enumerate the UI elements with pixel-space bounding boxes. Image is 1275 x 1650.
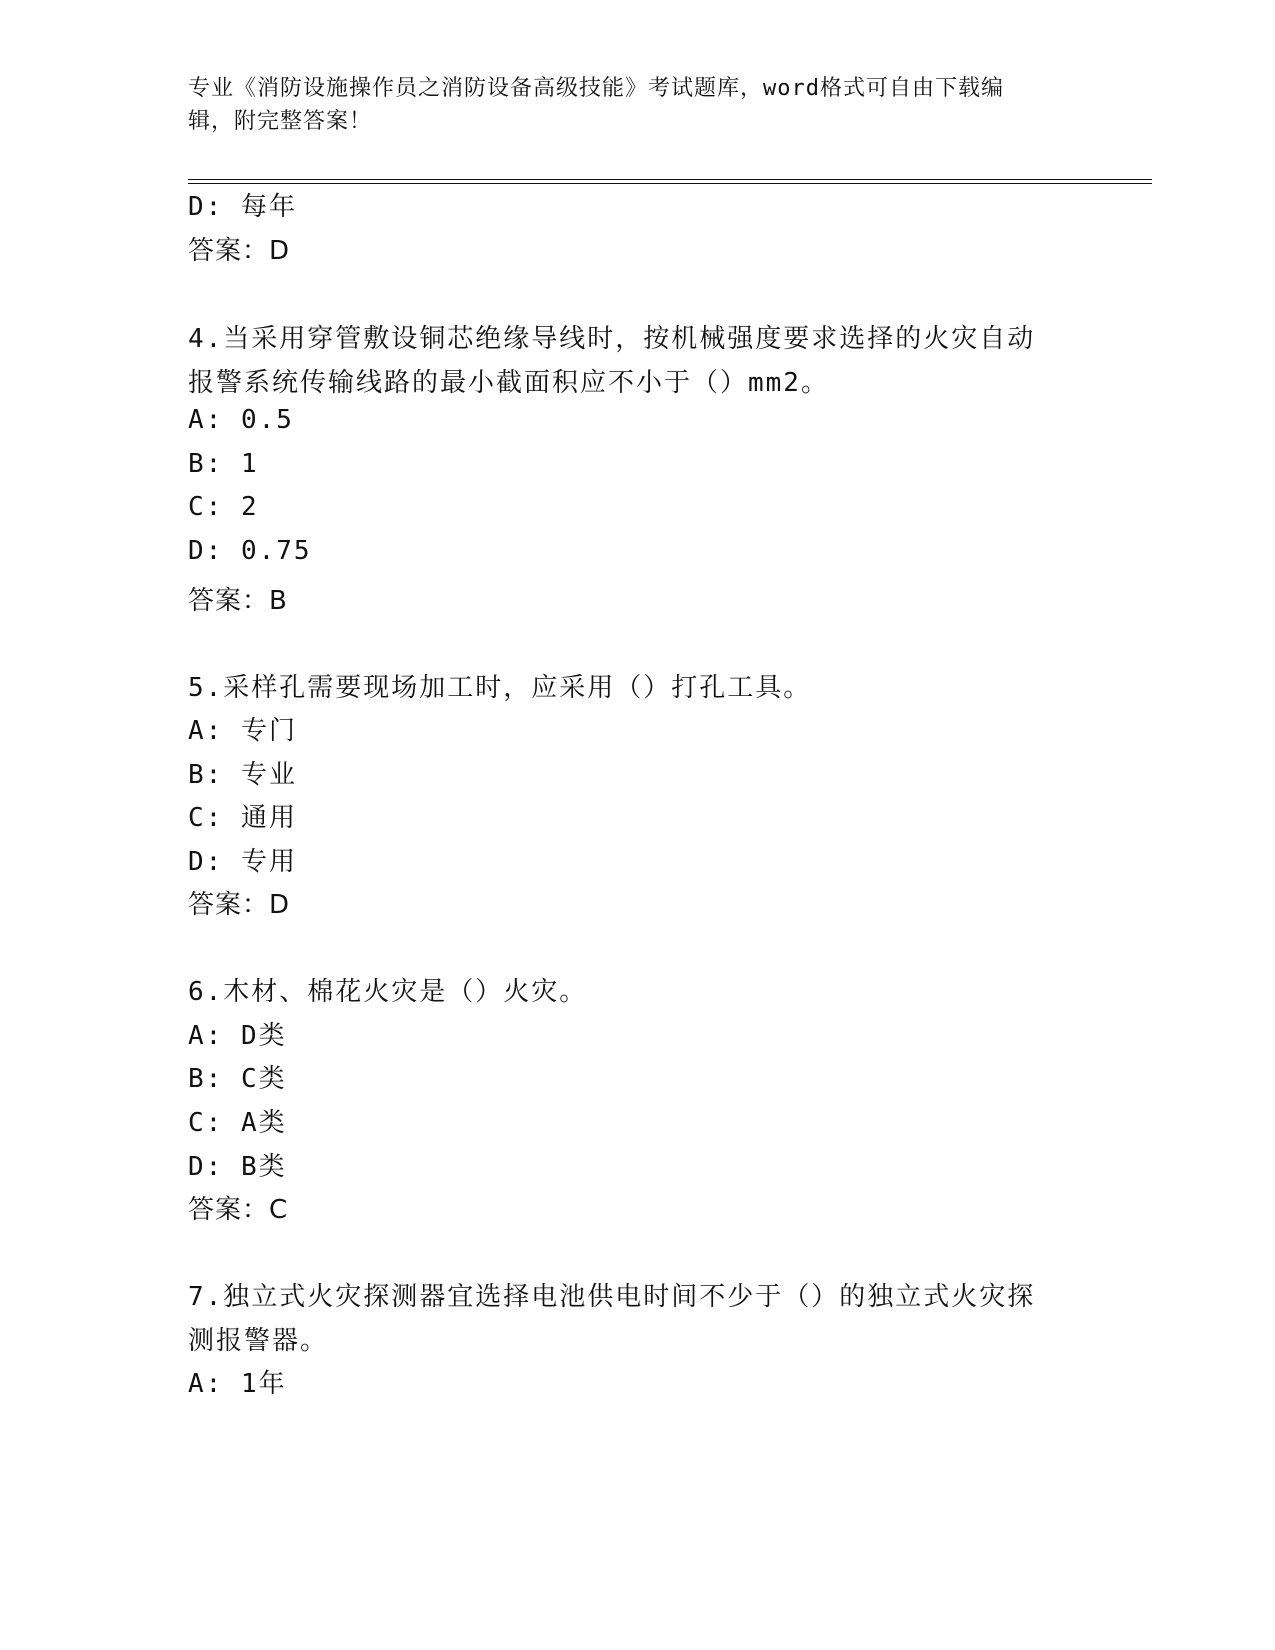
q4-stem-line-2: 报警系统传输线路的最小截面积应不小于（）mm2。 [188, 368, 829, 398]
q4-option-c: C: 2 [188, 492, 259, 522]
q5-option-d: D: 专用 [188, 847, 297, 877]
q6-answer: 答案：C [188, 1195, 289, 1225]
q5-stem: 5.采样孔需要现场加工时，应采用（）打孔工具。 [188, 673, 812, 703]
q7-option-a: A: 1年 [188, 1369, 287, 1399]
q3-option-d: D: 每年 [188, 192, 297, 222]
q6-option-a: A: D类 [188, 1021, 287, 1051]
q3-answer: 答案：D [188, 236, 291, 266]
q5-answer: 答案：D [188, 890, 291, 920]
q7-stem-line-1: 7.独立式火灾探测器宜选择电池供电时间不少于（）的独立式火灾探 [188, 1282, 1036, 1312]
q4-option-b: B: 1 [188, 449, 259, 479]
q4-option-d: D: 0.75 [188, 536, 312, 566]
document-header [188, 72, 1068, 138]
q6-option-b: B: C类 [188, 1064, 287, 1094]
q6-option-c: C: A类 [188, 1108, 287, 1138]
q5-option-b: B: 专业 [188, 760, 297, 790]
q4-option-a: A: 0.5 [188, 405, 294, 435]
q5-option-c: C: 通用 [188, 803, 297, 833]
q5-option-a: A: 专门 [188, 716, 297, 746]
header-rule-bottom [188, 183, 1152, 184]
header-rule-top [188, 179, 1152, 180]
q7-stem-line-2: 测报警器。 [188, 1326, 329, 1356]
header-line-2: 辑，附完整答案！ [188, 109, 373, 134]
q4-stem-line-1: 4.当采用穿管敷设铜芯绝缘导线时，按机械强度要求选择的火灾自动 [188, 324, 1036, 354]
q6-option-d: D: B类 [188, 1152, 287, 1182]
header-line-1: 专业《消防设施操作员之消防设备高级技能》考试题库，word格式可自由下载编 [188, 76, 1004, 101]
q6-stem: 6.木材、棉花火灾是（）火灾。 [188, 977, 588, 1007]
q4-answer: 答案：B [188, 586, 288, 616]
